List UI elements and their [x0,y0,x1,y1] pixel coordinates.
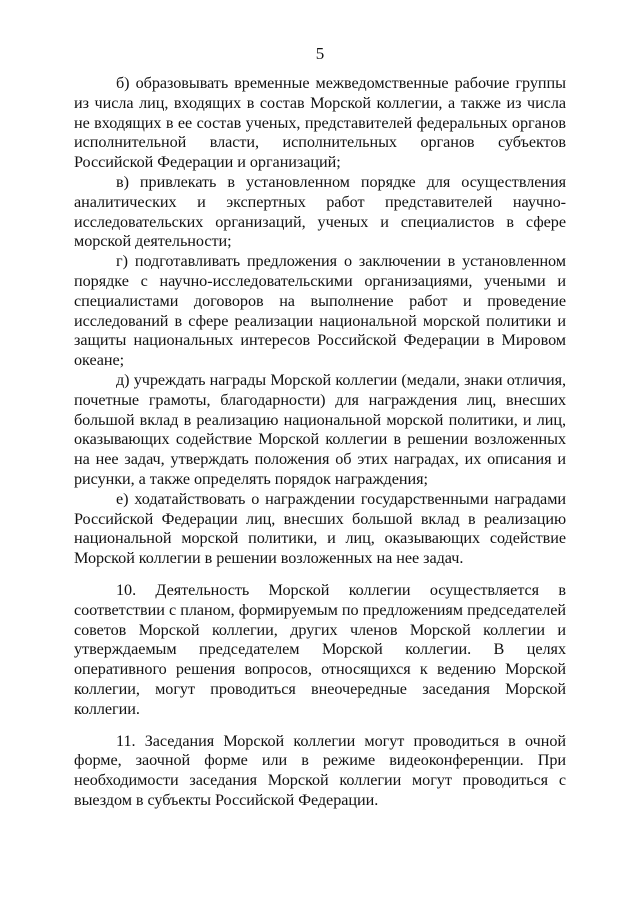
paragraph-10: 10. Деятельность Морской коллегии осуществляется в соответствии с планом, формируемым по предложениям председателей советов Морской коллегии, других членов Морской коллегии и утверждаемым председателем Морской коллегии. В целях оперативного решения вопросов, относящихся к ведению Морской коллегии, могут проводиться внеочередные заседания Морской коллегии. [74,580,566,718]
paragraph-g: г) подготавливать предложения о заключении в установленном порядке с научно-исследовательскими организациями, учеными и специалистами договоров на выполнение работ и проведение исследований в сфере реализации национальной морской политики и защиты национальных интересов Российской Федерации в Мировом океане; [74,252,566,370]
page-number: 5 [315,44,325,63]
paragraph-b: б) образовывать временные межведомственные рабочие группы из числа лиц, входящих в состав Морской коллегии, а также из числа не входящих в ее состав ученых, представителей федеральных органов исполнительной власти, исполнительных органов субъектов Российской Федерации и организаций; [74,74,566,172]
paragraph-e: е) ходатайствовать о награждении государственными наградами Российской Федерации лиц, внесших большой вклад в реализацию национальной морской политики, и лиц, оказывающих содействие Морской коллегии в решении возложенных на нее задач. [74,489,566,568]
paragraph-d: д) учреждать награды Морской коллегии (медали, знаки отличия, почетные грамоты, благодарности) для награждения лиц, внесших большой вклад в реализацию национальной морской политики, и лиц, оказывающих содействие Морской коллегии в решении возложенных на нее задач, утверждать положения об этих наградах, их описания и рисунки, а также определять порядок награждения; [74,370,566,488]
document-body [74,74,566,811]
paragraph-v: в) привлекать в установленном порядке для осуществления аналитических и экспертных работ представителей научно-исследовательских организаций, ученых и специалистов в сфере морской деятельности; [74,172,566,251]
paragraph-11: 11. Заседания Морской коллегии могут проводиться в очной форме, заочной форме или в режиме видеоконференции. При необходимости заседания Морской коллегии могут проводиться с выездом в субъекты Российской Федерации. [74,731,566,809]
